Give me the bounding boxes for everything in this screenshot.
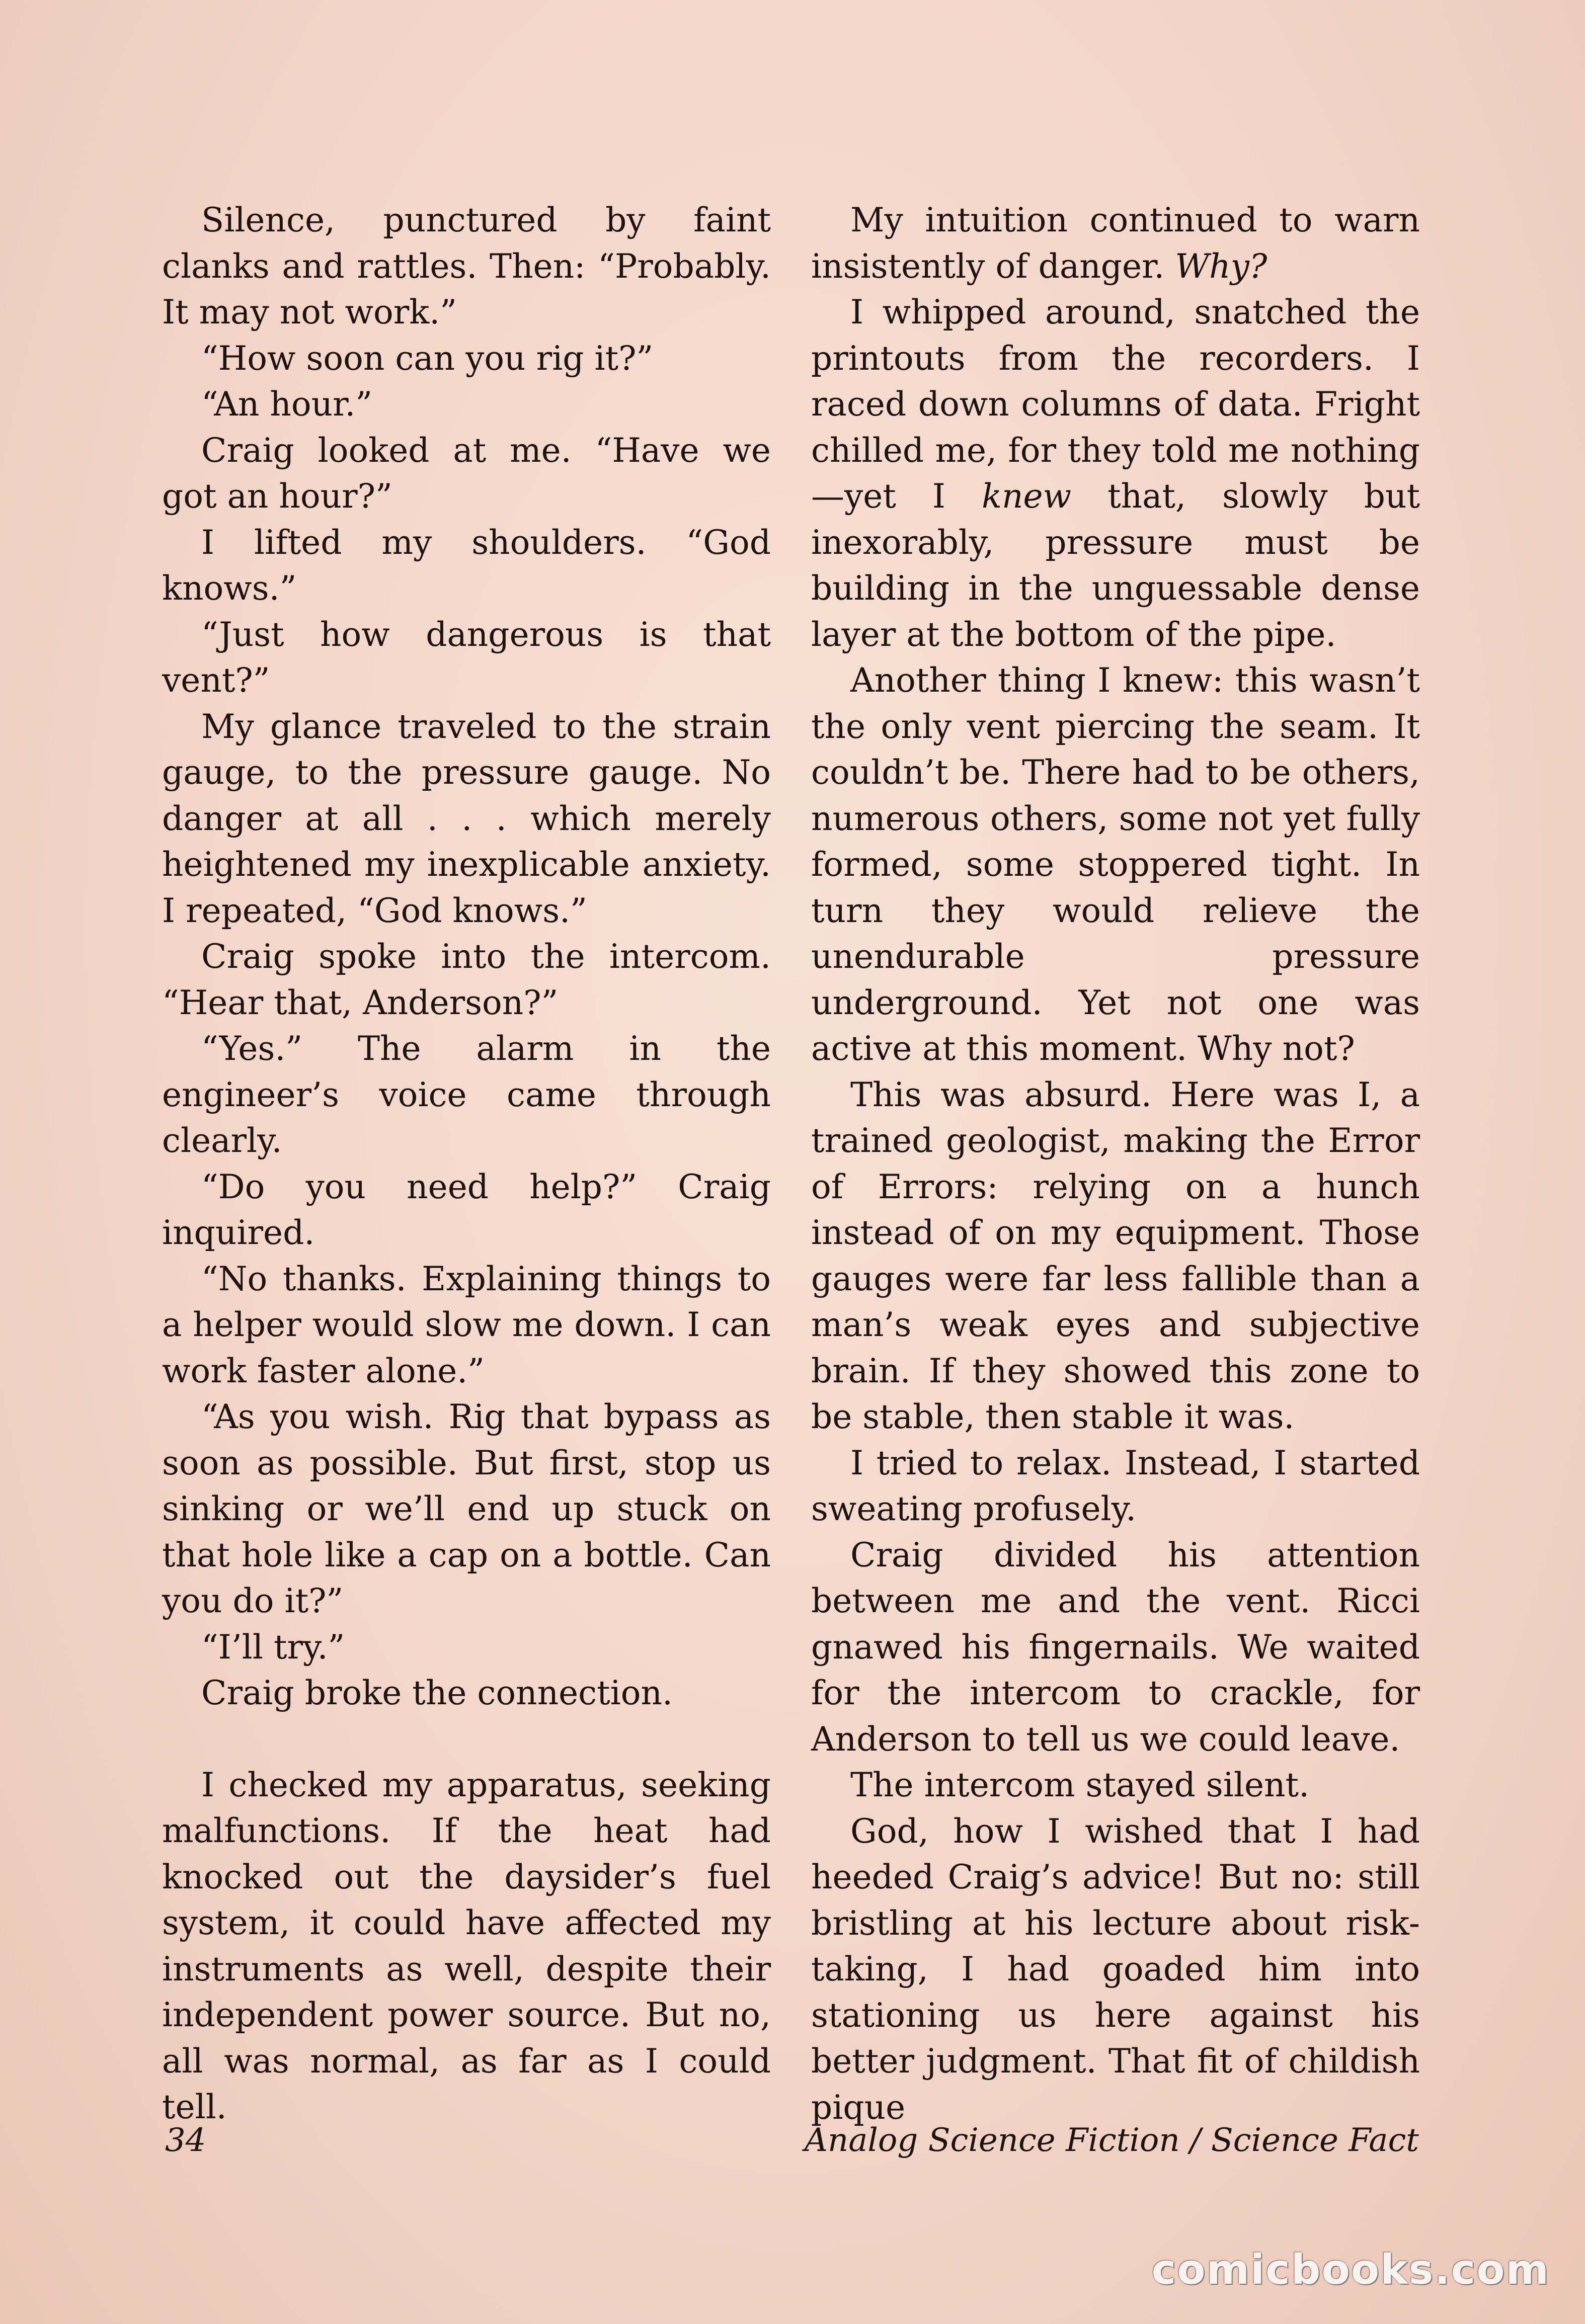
paragraph: “Yes.” The alarm in the engineer’s voice came through clearly.	[162, 1029, 771, 1160]
paragraph: “I’ll try.”	[201, 1627, 345, 1667]
paragraph: “Just how dangerous is that vent?”	[162, 615, 771, 700]
watermark-logo: comicbooks.com	[1151, 2246, 1550, 2294]
paragraph	[811, 289, 1420, 657]
paragraph: I lifted my shoulders. “God knows.”	[162, 523, 771, 608]
left-text-column	[162, 197, 771, 2130]
paragraph-text: I whipped around, snatched the printouts from the recorders. I raced down columns of data. Fright chilled me, for they told me nothing—yet I	[811, 293, 1420, 516]
italic-text: Why?	[1175, 246, 1267, 286]
right-text-column	[811, 197, 1420, 2130]
paragraph-text: that, slowly but inexorably, pressure must be building in the unguessable dense layer at the bottom of the pipe.	[811, 477, 1420, 654]
paragraph: My glance traveled to the strain gauge, to the pressure gauge. No danger at all . . . which merely heightened my inexplicable anxiety. I repeated, “God knows.”	[162, 707, 771, 930]
paragraph: Craig divided his attention between me and the vent. Ricci gnawed his fingernails. We waited for the intercom to crackle, for Anderson to tell us we could leave.	[811, 1535, 1420, 1759]
paragraph: “An hour.”	[201, 385, 373, 424]
italic-text: knew	[982, 477, 1072, 516]
paragraph: I tried to relax. Instead, I started sweating profusely.	[811, 1443, 1420, 1528]
paragraph: Another thing I knew: this wasn’t the only vent piercing the seam. It couldn’t be. There had to be others, numerous others, some not yet fully formed, some stoppered tight. In turn they would relieve the unendurable pressure underground. Yet not one was active at this moment. Why not?	[811, 661, 1420, 1068]
paragraph: Craig spoke into the intercom. “Hear that, Anderson?”	[162, 937, 771, 1022]
paragraph: “Do you need help?” Craig inquired.	[162, 1167, 771, 1252]
paragraph: “No thanks. Explaining things to a helper would slow me down. I can work faster alone.”	[162, 1259, 771, 1390]
paragraph: This was absurd. Here was I, a trained geologist, making the Error of Errors: relying on a hunch instead of on my equipment. Those gauges were far less fallible than a man’s weak eyes and subjective brain. If they showed this zone to be stable, then stable it was.	[811, 1075, 1420, 1436]
paragraph: Silence, punctured by faint clanks and rattles. Then: “Probably. It may not work.”	[162, 201, 771, 331]
paragraph: “How soon can you rig it?”	[201, 339, 654, 378]
paragraph: Craig looked at me. “Have we got an hour?”	[162, 431, 771, 516]
paragraph: “As you wish. Rig that bypass as soon as possible. But first, stop us sinking or we’ll end up stuck on that hole like a cap on a bottle. Can you do it?”	[162, 1397, 771, 1620]
paragraph	[811, 197, 1420, 289]
section-break-paragraph: I checked my apparatus, seeking malfunctions. If the heat had knocked out the daysider’s fuel system, it could have affected my instruments as well, despite their independent power source. But no, all was normal, as far as I could tell.	[162, 1765, 771, 2126]
paragraph: God, how I wished that I had heeded Craig’s advice! But no: still bristling at his lecture about risk-taking, I had goaded him into stationing us here against his better judgment. That fit of childish pique	[811, 1811, 1420, 2127]
paragraph-text: My intuition continued to warn insistently of danger.	[811, 201, 1420, 286]
running-footer-title: Analog Science Fiction / Science Fact	[804, 2122, 1419, 2159]
paragraph: The intercom stayed silent.	[850, 1766, 1310, 1804]
page-number: 34	[165, 2122, 206, 2159]
paragraph: Craig broke the connection.	[201, 1674, 673, 1712]
